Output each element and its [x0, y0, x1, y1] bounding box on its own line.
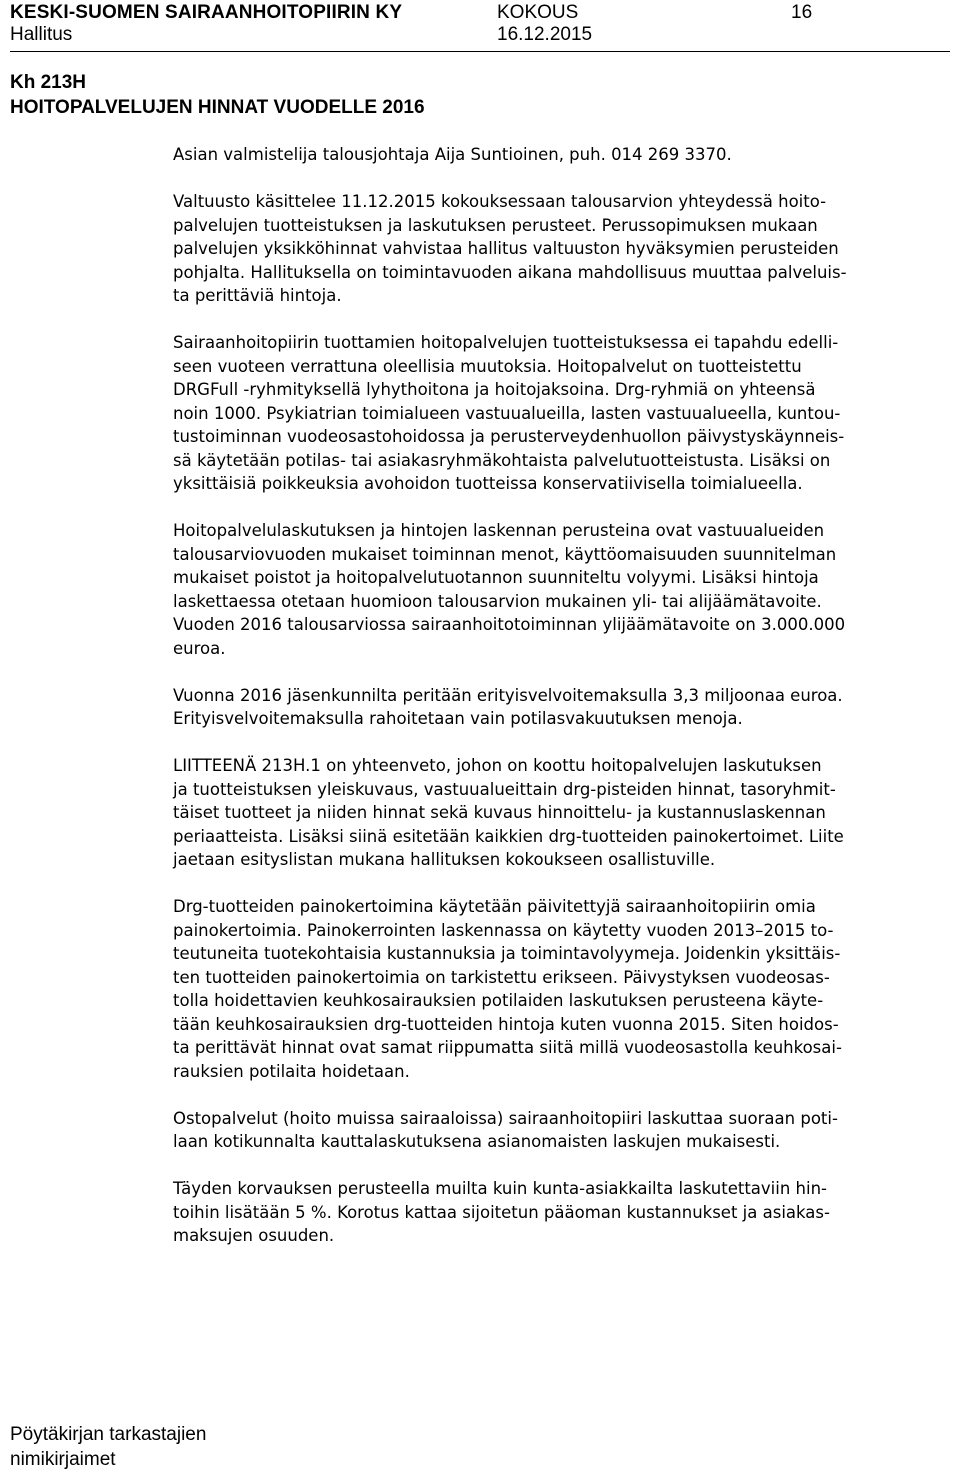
text-line: euroa. [173, 638, 226, 658]
text-line: painokertoimia. Painokerrointen laskennassa on käytetty vuoden 2013–2015 to- [173, 920, 834, 940]
paragraph [173, 1177, 953, 1248]
footer-line-2: nimikirjaimet [10, 1449, 116, 1470]
text-line: Sairaanhoitopiirin tuottamien hoitopalvelujen tuotteistuksessa ei tapahdu edelli- [173, 333, 839, 352]
text-line: palvelujen yksikköhinnat vahvistaa hallitus valtuuston hyväksymien perusteiden [173, 239, 839, 258]
meeting-date: 16.12.2015 [497, 24, 593, 45]
text-line: Vuoden 2016 talousarviossa sairaanhoitotoiminnan ylijäämätavoite on 3.000.000 [173, 615, 846, 634]
text-line: jaetaan esityslistan mukana hallituksen kokoukseen osallistuville. [173, 850, 716, 869]
text-line: Täyden korvauksen perusteella muilta kuin kunta-asiakkailta laskutettaviin hin- [173, 1179, 827, 1198]
header-divider [10, 51, 950, 52]
paragraph [173, 754, 953, 872]
text-line: seen vuoteen verrattuna oleellisia muutoksia. Hoitopalvelut on tuotteistettu [173, 356, 802, 376]
footer-line-1: Pöytäkirjan tarkastajien [10, 1424, 207, 1445]
paragraph [173, 895, 953, 1083]
paragraph [173, 519, 953, 660]
document-type: KOKOUS [497, 2, 579, 23]
text-line: Vuonna 2016 jäsenkunnilta peritään erityisvelvoitemaksulla 3,3 miljoonaa euroa. [173, 685, 843, 705]
page-number: 16 [791, 2, 813, 23]
paragraph [173, 190, 953, 308]
text-line: rauksien potilaita hoidetaan. [173, 1061, 410, 1081]
paragraph [173, 684, 953, 731]
text-line: Asian valmistelija talousjohtaja Aija Suntioinen, puh. 014 269 3370. [173, 145, 732, 164]
meeting-body: Hallitus [10, 24, 73, 45]
text-line: Erityisvelvoitemaksulla rahoitetaan vain potilasvakuutuksen menoja. [173, 709, 743, 728]
text-line: periaatteista. Lisäksi siinä esitetään kaikkien drg-tuotteiden painokertoimet. Liite [173, 826, 844, 846]
text-line: DRGFull -ryhmityksellä lyhythoitona ja hoitojaksoina. Drg-ryhmiä on yhteensä [173, 380, 816, 399]
text-line: täiset tuotteet ja niiden hinnat sekä kuvaus hinnoittelu- ja kustannuslaskennan [173, 803, 826, 822]
text-line: palvelujen tuotteistuksen ja laskutuksen perusteet. Perussopimuksen mukaan [173, 215, 818, 235]
section-title: HOITOPALVELUJEN HINNAT VUODELLE 2016 [10, 97, 425, 118]
main-text [173, 143, 953, 1271]
text-line: pohjalta. Hallituksella on toimintavuoden aikana mahdollisuus muuttaa palveluis- [173, 262, 847, 282]
text-line: tään keuhkosairauksien drg-tuotteiden hintoja kuten vuonna 2015. Siten hoidos- [173, 1014, 839, 1034]
text-line: ten tuotteiden painokertoimia on tarkistettu erikseen. Päivystyksen vuodeosas- [173, 967, 830, 987]
text-line: tolla hoidettavien keuhkosairauksien potilaiden laskutuksen perusteena käyte- [173, 991, 824, 1010]
text-line: talousarviovuoden mukaiset toiminnan menot, käyttöomaisuuden suunnitelman [173, 544, 837, 564]
text-line: ta perittäviä hintoja. [173, 286, 342, 305]
text-line: noin 1000. Psykiatrian toimialueen vastuualueilla, lasten vastuualueella, kuntou- [173, 403, 841, 423]
text-line: Ostopalvelut (hoito muissa sairaaloissa) sairaanhoitopiiri laskuttaa suoraan poti- [173, 1108, 838, 1128]
text-line: Hoitopalvelulaskutuksen ja hintojen laskennan perusteina ovat vastuualueiden [173, 521, 825, 540]
organization-name: KESKI-SUOMEN SAIRAANHOITOPIIRIN KY [10, 2, 403, 23]
text-line: sä käytetään potilas- tai asiakasryhmäkohtaista palvelutuotteistusta. Lisäksi on [173, 450, 831, 470]
text-line: Drg-tuotteiden painokertoimina käytetään päivitettyjä sairaanhoitopiirin omia [173, 897, 816, 916]
text-line: tustoiminnan vuodeosastohoidossa ja perusterveydenhuollon päivystyskäynneis- [173, 427, 845, 446]
text-line: maksujen osuuden. [173, 1226, 335, 1245]
text-line: ja tuotteistuksen yleiskuvaus, vastuualueittain drg-pisteiden hinnat, tasoryhmit- [173, 779, 836, 799]
text-line: Valtuusto käsittelee 11.12.2015 kokouksessaan talousarvion yhteydessä hoito- [173, 192, 827, 211]
text-line: mukaiset poistot ja hoitopalvelutuotannon suunniteltu volyymi. Lisäksi hintoja [173, 568, 819, 587]
paragraph [173, 1107, 953, 1154]
text-line: teutuneita tuotekohtaisia kustannuksia ja toimintavolyymeja. Joidenkin yksittäis- [173, 944, 841, 963]
text-line: laskettaessa otetaan huomioon talousarvion mukainen yli- tai alijäämätavoite. [173, 591, 822, 611]
text-line: ta perittävät hinnat ovat samat riippumatta siitä millä vuodeosastolla keuhkosai- [173, 1038, 842, 1057]
paragraph [173, 143, 953, 167]
footer [10, 1422, 206, 1472]
text-line: laan kotikunnalta kauttalaskutuksena asianomaisten laskujen mukaisesti. [173, 1132, 781, 1151]
text-line: toihin lisätään 5 %. Korotus kattaa sijoitetun pääoman kustannukset ja asiakas- [173, 1202, 830, 1222]
text-line: LIITTEENÄ 213H.1 on yhteenveto, johon on koottu hoitopalvelujen laskutuksen [173, 756, 822, 775]
text-line: yksittäisiä poikkeuksia avohoidon tuotteissa konservatiivisella toimialueella. [173, 474, 803, 493]
section-code: Kh 213H [10, 72, 87, 93]
paragraph [173, 331, 953, 496]
